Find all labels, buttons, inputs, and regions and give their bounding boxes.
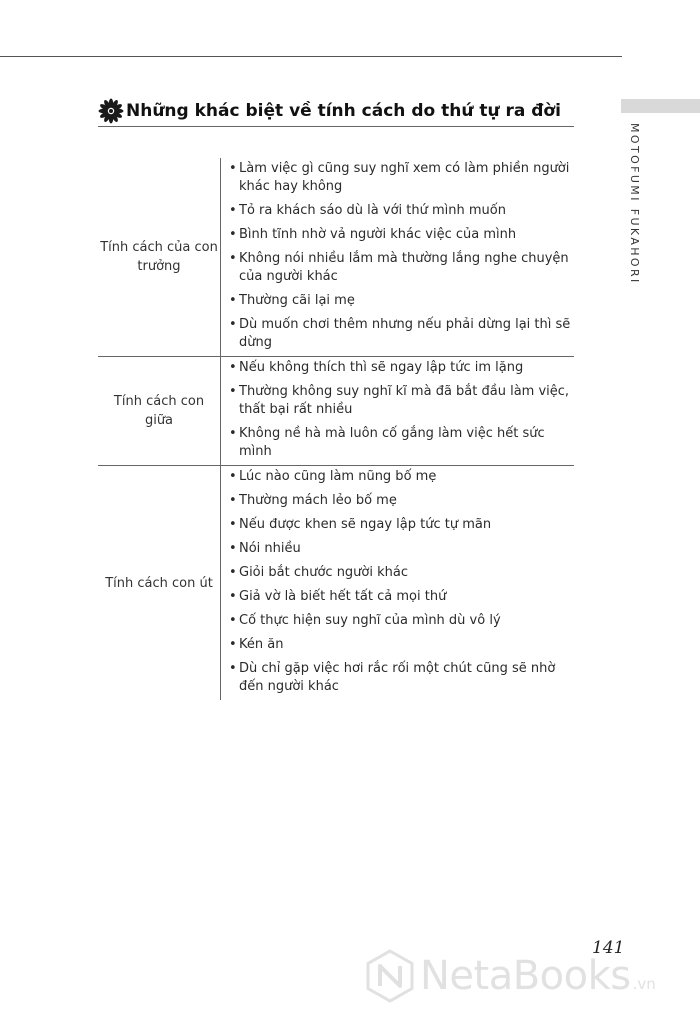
item-list bbox=[221, 158, 574, 356]
item-list bbox=[221, 357, 574, 465]
top-rule bbox=[0, 56, 622, 57]
side-tab-marker bbox=[621, 99, 700, 113]
list-item: • Nếu không thích thì sẽ ngay lập tức im lặng bbox=[229, 360, 524, 375]
watermark-name: NetaBooks bbox=[420, 953, 631, 999]
list-item: • Thường không suy nghĩ kĩ mà đã bắt đầu làm việc, thất bại rất nhiều bbox=[229, 384, 570, 417]
item-list bbox=[221, 466, 574, 700]
list-item: • Lúc nào cũng làm nũng bố mẹ bbox=[229, 469, 437, 484]
list-item: • Nói nhiều bbox=[229, 541, 301, 556]
netabooks-logo-icon bbox=[362, 948, 418, 1004]
list-item: • Giả vờ là biết hết tất cả mọi thứ bbox=[229, 589, 447, 604]
personality-table bbox=[98, 158, 574, 700]
section-heading bbox=[98, 96, 574, 127]
section-title: Những khác biệt về tính cách do thứ tự ra đời bbox=[126, 101, 561, 121]
list-item: • Thường cãi lại mẹ bbox=[229, 293, 355, 308]
list-item: • Không nề hà mà luôn cố gắng làm việc hết sức mình bbox=[229, 426, 545, 459]
list-item: • Bình tĩnh nhờ vả người khác việc của mình bbox=[229, 227, 517, 242]
list-item: • Thường mách lẻo bố mẹ bbox=[229, 493, 397, 508]
category-label: Tính cách con giữa bbox=[98, 357, 221, 465]
table-group-middle bbox=[98, 356, 574, 465]
table-group-youngest bbox=[98, 465, 574, 700]
list-item: • Tỏ ra khách sáo dù là với thứ mình muốn bbox=[229, 203, 506, 218]
list-item: • Dù muốn chơi thêm nhưng nếu phải dừng lại thì sẽ dừng bbox=[229, 317, 571, 350]
watermark-suffix: .vn bbox=[632, 975, 656, 993]
category-label: Tính cách của con trưởng bbox=[98, 158, 221, 356]
list-item: • Giỏi bắt chước người khác bbox=[229, 565, 408, 580]
side-author-name: MOTOFUMI FUKAHORI bbox=[628, 123, 641, 285]
list-item: • Làm việc gì cũng suy nghĩ xem có làm phiền người khác hay không bbox=[229, 161, 570, 194]
table-group-eldest bbox=[98, 158, 574, 356]
category-label: Tính cách con út bbox=[98, 466, 221, 700]
list-item: • Kén ăn bbox=[229, 637, 284, 652]
list-item: • Cố thực hiện suy nghĩ của mình dù vô lý bbox=[229, 613, 501, 628]
flower-icon bbox=[98, 98, 124, 124]
page-number: 141 bbox=[592, 938, 625, 958]
list-item: • Nếu được khen sẽ ngay lập tức tự mãn bbox=[229, 517, 492, 532]
list-item: • Không nói nhiều lắm mà thường lắng nghe chuyện của người khác bbox=[229, 251, 569, 284]
list-item: • Dù chỉ gặp việc hơi rắc rối một chút cũng sẽ nhờ đến người khác bbox=[229, 661, 556, 694]
watermark bbox=[362, 948, 656, 1004]
